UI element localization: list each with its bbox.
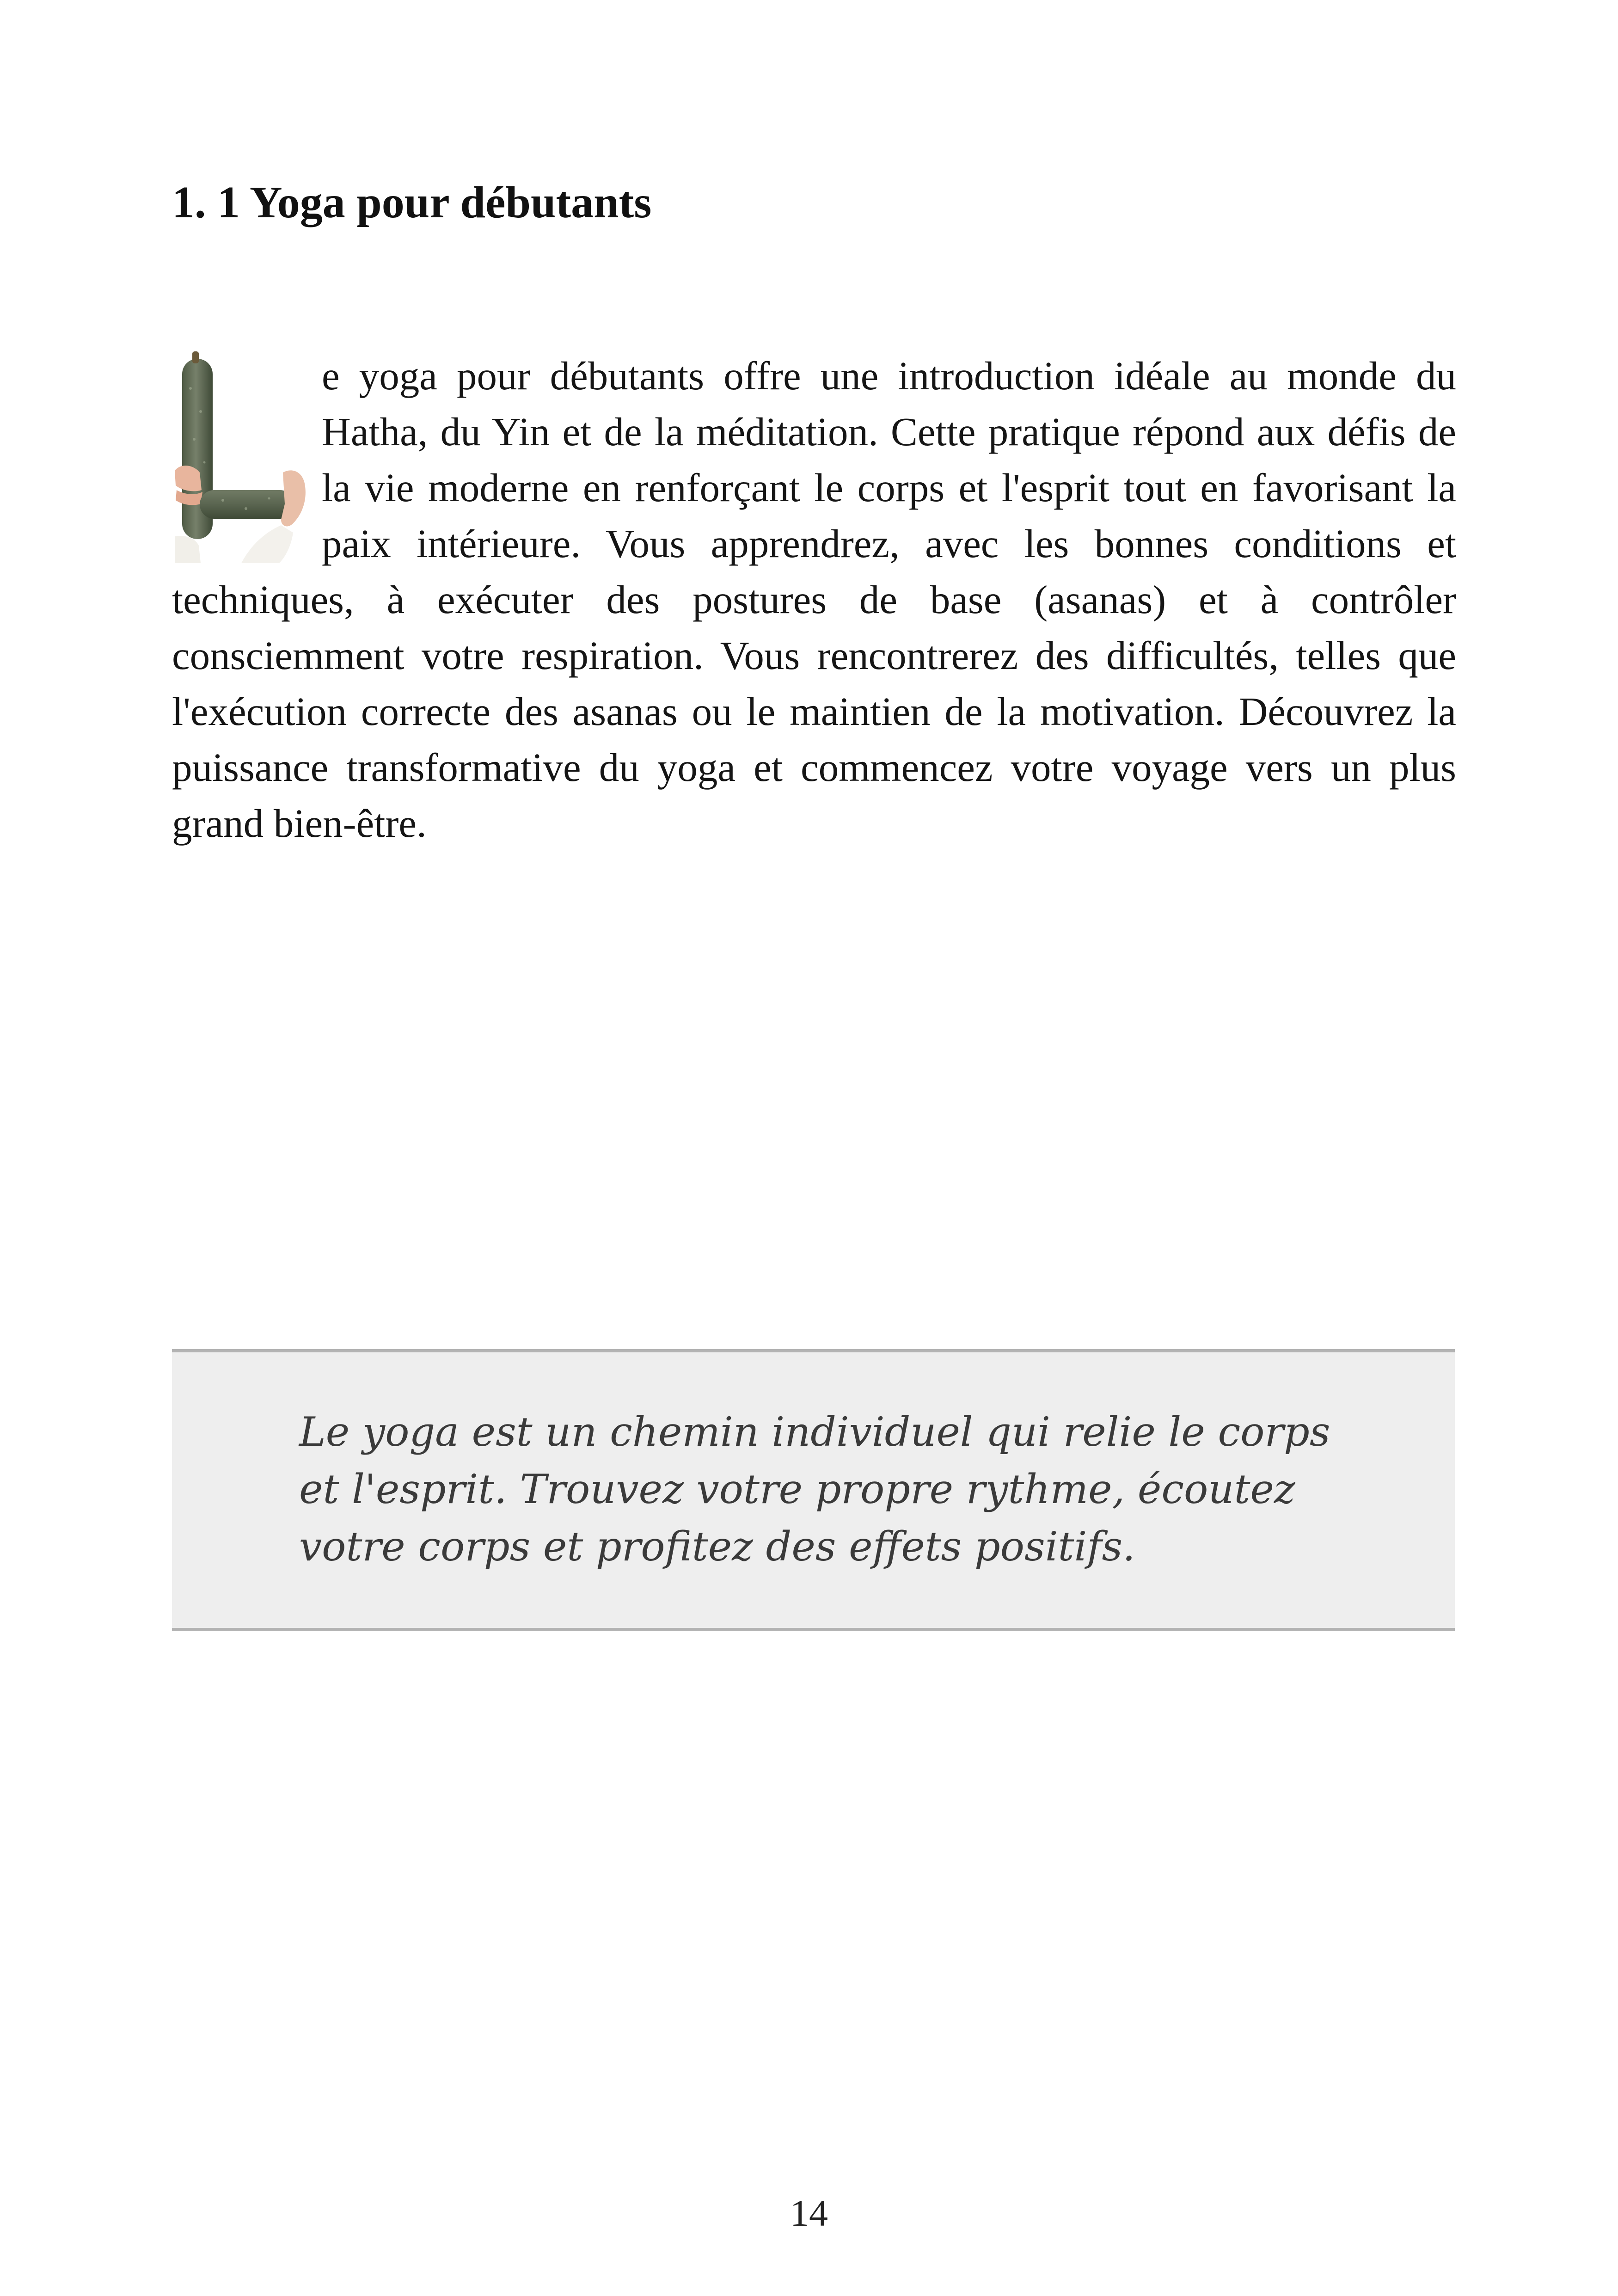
intro-paragraph-text: e yoga pour débutants offre une introduction idéale au monde du Hatha, du Yin et de la méditation. Cette pratique répond aux défis de la vie moderne en renforçant le corps et l'esprit tout en favorisant la paix intérieure. Vous apprendrez, avec les bonnes conditions et techniques, à exécuter des postures de base (asanas) et à contrôler consciemment votre respiration. Vous rencontrerez des difficultés, telles que l'exécution correcte des asanas ou le maintien de la motivation. Découvrez la puissance transformative du yoga et commencez votre voyage vers un plus grand bien-être.	[172, 353, 1456, 846]
quote-callout	[172, 1349, 1455, 1631]
drop-cap-image	[172, 351, 311, 563]
intro-paragraph	[172, 348, 1456, 851]
page-number: 14	[790, 2192, 828, 2234]
zucchini-letter-l-icon	[172, 351, 311, 563]
quote-text: Le yoga est un chemin individuel qui relie le corps et l'esprit. Trouvez votre propre rythme, écoutez votre corps et profitez des effets positifs.	[299, 1408, 1330, 1570]
section-heading: 1. 1 Yoga pour débutants	[172, 178, 652, 227]
